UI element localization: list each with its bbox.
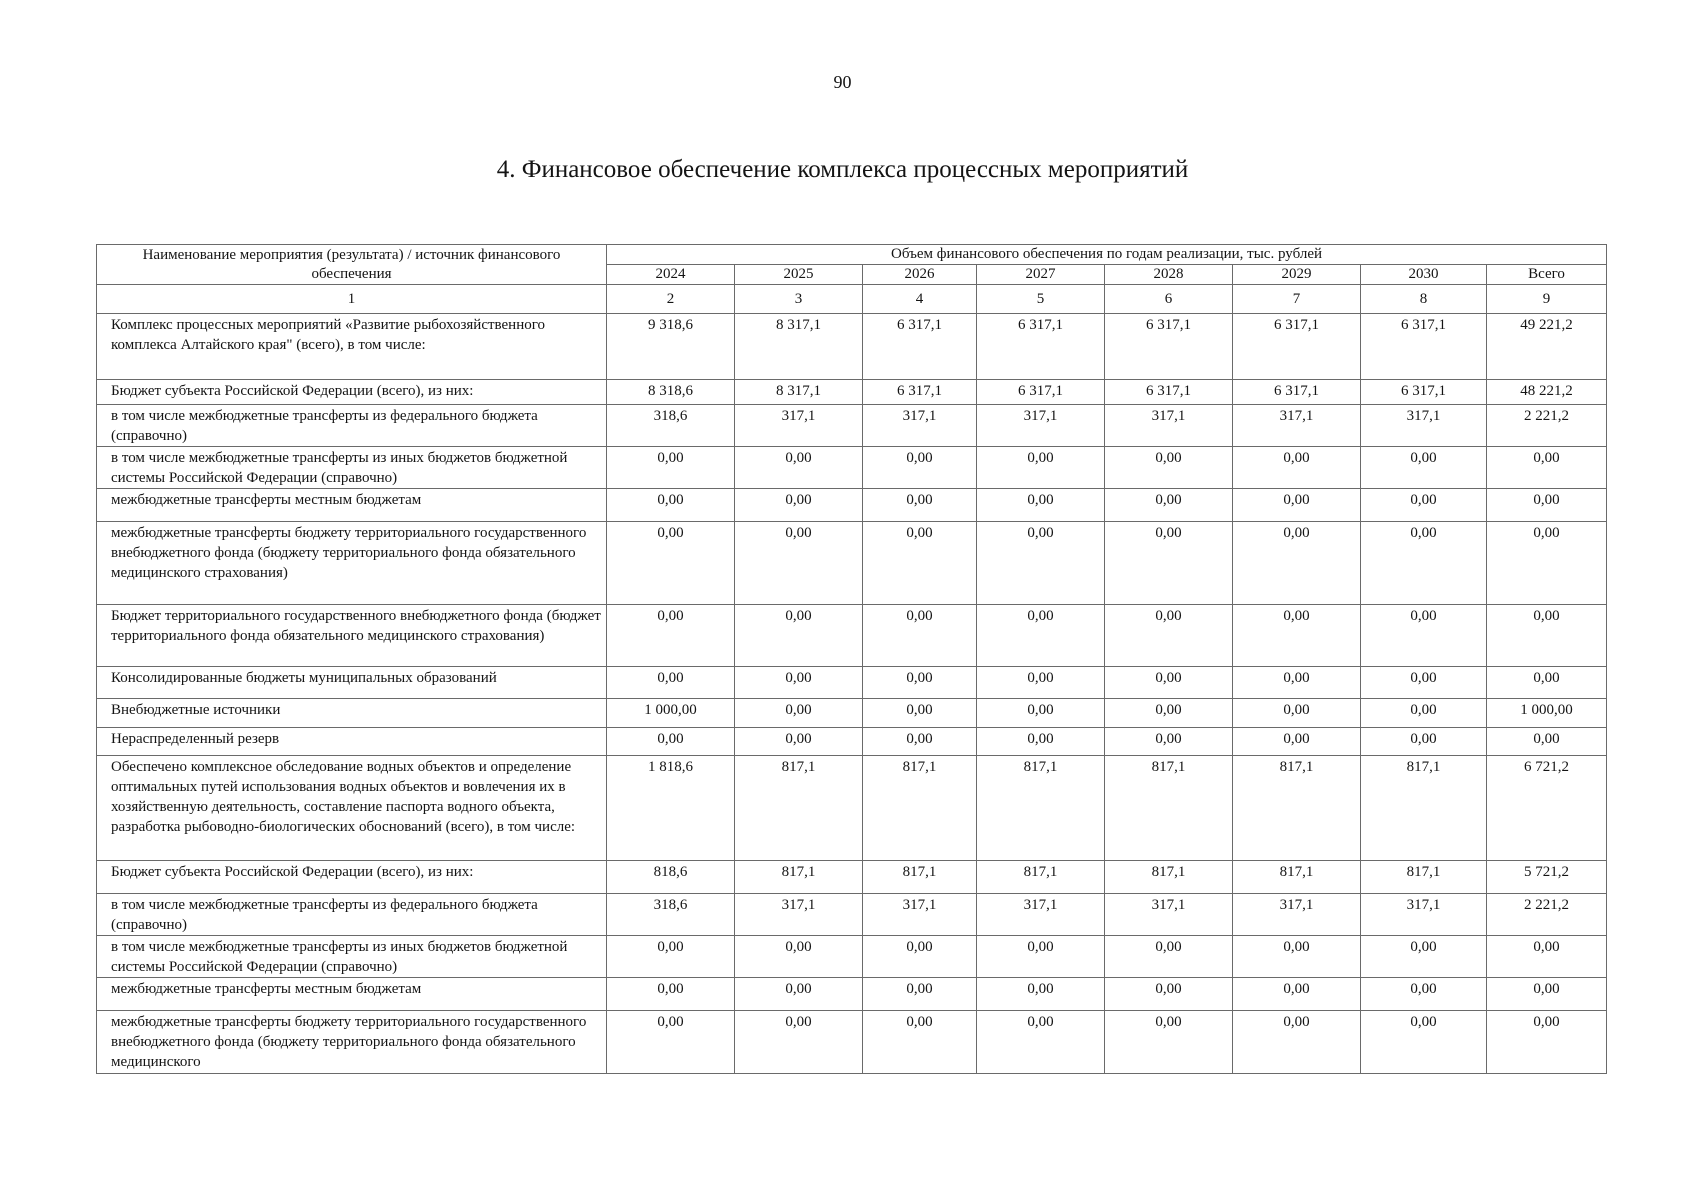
row-value: 9 318,6 (607, 314, 735, 380)
row-value: 318,6 (607, 405, 735, 447)
row-value: 317,1 (977, 405, 1105, 447)
row-name: Бюджет субъекта Российской Федерации (всего), из них: (97, 861, 607, 894)
row-value: 817,1 (1105, 756, 1233, 861)
row-value: 817,1 (977, 861, 1105, 894)
row-value: 6 317,1 (1233, 380, 1361, 405)
row-value: 317,1 (863, 894, 977, 936)
row-value: 0,00 (1487, 728, 1607, 756)
row-value: 0,00 (1233, 1011, 1361, 1074)
row-value: 0,00 (607, 667, 735, 699)
table-row (97, 978, 1607, 1011)
row-value: 0,00 (607, 1011, 735, 1074)
row-value: 6 317,1 (863, 314, 977, 380)
row-value: 0,00 (1361, 667, 1487, 699)
total-header: Всего (1487, 265, 1607, 285)
row-value: 2 221,2 (1487, 405, 1607, 447)
row-value: 0,00 (735, 728, 863, 756)
table-row (97, 894, 1607, 936)
table-row (97, 667, 1607, 699)
year-header-2024: 2024 (607, 265, 735, 285)
row-value: 317,1 (1361, 405, 1487, 447)
table-row (97, 314, 1607, 380)
row-value: 0,00 (977, 489, 1105, 522)
table-row (97, 861, 1607, 894)
row-name: Бюджет субъекта Российской Федерации (всего), из них: (97, 380, 607, 405)
row-value: 0,00 (1361, 489, 1487, 522)
row-value: 0,00 (863, 605, 977, 667)
row-value: 0,00 (1233, 605, 1361, 667)
row-value: 6 317,1 (1233, 314, 1361, 380)
row-value: 0,00 (1361, 605, 1487, 667)
table-row (97, 522, 1607, 605)
table-row (97, 447, 1607, 489)
row-value: 0,00 (1105, 605, 1233, 667)
row-value: 0,00 (735, 667, 863, 699)
name-column-header: Наименование мероприятия (результата) / источник финансового обеспечения (97, 245, 607, 285)
row-value: 317,1 (1233, 405, 1361, 447)
row-value: 0,00 (1361, 522, 1487, 605)
row-value: 0,00 (1487, 522, 1607, 605)
row-name: Внебюджетные источники (97, 699, 607, 728)
row-value: 0,00 (977, 447, 1105, 489)
row-value: 318,6 (607, 894, 735, 936)
row-value: 317,1 (1105, 894, 1233, 936)
column-index: 1 (97, 285, 607, 314)
row-value: 0,00 (1361, 978, 1487, 1011)
row-value: 0,00 (1487, 447, 1607, 489)
row-value: 6 317,1 (863, 380, 977, 405)
row-value: 0,00 (1233, 728, 1361, 756)
row-name: Нераспределенный резерв (97, 728, 607, 756)
table-row (97, 489, 1607, 522)
row-value: 0,00 (1105, 936, 1233, 978)
row-value: 6 317,1 (1105, 314, 1233, 380)
row-value: 0,00 (1361, 936, 1487, 978)
row-value: 0,00 (863, 978, 977, 1011)
row-value: 818,6 (607, 861, 735, 894)
row-value: 0,00 (1233, 489, 1361, 522)
year-header-2030: 2030 (1361, 265, 1487, 285)
section-title: 4. Финансовое обеспечение комплекса процессных мероприятий (496, 156, 1189, 183)
row-value: 2 221,2 (1487, 894, 1607, 936)
table-header (97, 245, 1607, 314)
year-header-2027: 2027 (977, 265, 1105, 285)
row-value: 0,00 (1105, 522, 1233, 605)
row-value: 0,00 (607, 605, 735, 667)
row-value: 0,00 (1105, 489, 1233, 522)
row-value: 317,1 (1105, 405, 1233, 447)
row-value: 0,00 (977, 699, 1105, 728)
row-value: 8 317,1 (735, 314, 863, 380)
row-value: 0,00 (977, 667, 1105, 699)
financing-table (96, 244, 1607, 1074)
column-index: 3 (735, 285, 863, 314)
year-header-2025: 2025 (735, 265, 863, 285)
row-value: 817,1 (1105, 861, 1233, 894)
row-value: 49 221,2 (1487, 314, 1607, 380)
volume-column-header: Объем финансового обеспечения по годам реализации, тыс. рублей (607, 245, 1607, 265)
table-row (97, 728, 1607, 756)
row-value: 6 317,1 (1105, 380, 1233, 405)
column-index: 2 (607, 285, 735, 314)
row-value: 0,00 (607, 978, 735, 1011)
row-value: 0,00 (1105, 699, 1233, 728)
row-value: 0,00 (1233, 522, 1361, 605)
row-value: 0,00 (863, 522, 977, 605)
row-value: 0,00 (863, 936, 977, 978)
row-value: 0,00 (977, 936, 1105, 978)
page-number: 90 (833, 72, 852, 92)
table-row (97, 936, 1607, 978)
row-value: 0,00 (1487, 667, 1607, 699)
row-value: 0,00 (1487, 1011, 1607, 1074)
row-value: 817,1 (1233, 861, 1361, 894)
row-value: 0,00 (977, 1011, 1105, 1074)
year-header-2028: 2028 (1105, 265, 1233, 285)
row-name: в том числе межбюджетные трансферты из федерального бюджета (справочно) (97, 405, 607, 447)
row-value: 6 317,1 (977, 380, 1105, 405)
row-name: Консолидированные бюджеты муниципальных образований (97, 667, 607, 699)
row-name: межбюджетные трансферты бюджету территориального государственного внебюджетного фонда (бюджету территориального фонда обязательного медицинского (97, 1011, 607, 1074)
row-value: 0,00 (977, 605, 1105, 667)
row-value: 0,00 (735, 699, 863, 728)
row-value: 0,00 (1361, 1011, 1487, 1074)
row-value: 817,1 (735, 861, 863, 894)
table-row (97, 380, 1607, 405)
header-row-indices (97, 285, 1607, 314)
row-value: 0,00 (735, 1011, 863, 1074)
row-value: 817,1 (1233, 756, 1361, 861)
row-value: 8 317,1 (735, 380, 863, 405)
row-value: 317,1 (735, 894, 863, 936)
column-index: 5 (977, 285, 1105, 314)
row-value: 6 721,2 (1487, 756, 1607, 861)
row-value: 0,00 (1361, 699, 1487, 728)
row-value: 6 317,1 (1361, 380, 1487, 405)
row-value: 0,00 (1233, 936, 1361, 978)
row-value: 317,1 (1233, 894, 1361, 936)
row-name: межбюджетные трансферты бюджету территориального государственного внебюджетного фонда (бюджету территориального фонда обязательного медицинского страхования) (97, 522, 607, 605)
row-value: 817,1 (735, 756, 863, 861)
row-name: Обеспечено комплексное обследование водных объектов и определение оптимальных путей использования водных объектов и вовлечения их в хозяйственную деятельность, составление паспорта водного объекта, разработка рыбоводно-биологических обоснований (всего), в том числе: (97, 756, 607, 861)
header-row-top (97, 245, 1607, 265)
row-value: 317,1 (977, 894, 1105, 936)
row-value: 0,00 (735, 605, 863, 667)
row-value: 0,00 (977, 728, 1105, 756)
row-value: 0,00 (607, 522, 735, 605)
row-value: 0,00 (1361, 447, 1487, 489)
row-value: 0,00 (607, 447, 735, 489)
row-value: 0,00 (1233, 667, 1361, 699)
row-value: 0,00 (1233, 699, 1361, 728)
row-value: 817,1 (863, 861, 977, 894)
row-value: 0,00 (607, 936, 735, 978)
row-value: 0,00 (1105, 728, 1233, 756)
table-row (97, 605, 1607, 667)
table-body (97, 314, 1607, 1074)
row-value: 0,00 (735, 936, 863, 978)
row-name: в том числе межбюджетные трансферты из иных бюджетов бюджетной системы Российской Федерации (справочно) (97, 447, 607, 489)
row-value: 0,00 (863, 447, 977, 489)
row-value: 0,00 (735, 447, 863, 489)
row-value: 0,00 (863, 728, 977, 756)
row-value: 817,1 (1361, 756, 1487, 861)
table-row (97, 699, 1607, 728)
row-value: 1 818,6 (607, 756, 735, 861)
column-index: 9 (1487, 285, 1607, 314)
row-name: межбюджетные трансферты местным бюджетам (97, 489, 607, 522)
row-value: 48 221,2 (1487, 380, 1607, 405)
row-value: 0,00 (607, 728, 735, 756)
row-value: 6 317,1 (977, 314, 1105, 380)
row-value: 0,00 (863, 667, 977, 699)
row-value: 0,00 (1233, 978, 1361, 1011)
row-value: 0,00 (1105, 978, 1233, 1011)
row-value: 0,00 (1233, 447, 1361, 489)
year-header-2029: 2029 (1233, 265, 1361, 285)
row-value: 0,00 (1487, 978, 1607, 1011)
row-value: 0,00 (1105, 667, 1233, 699)
row-value: 0,00 (1487, 936, 1607, 978)
row-value: 0,00 (1361, 728, 1487, 756)
year-header-2026: 2026 (863, 265, 977, 285)
row-value: 0,00 (977, 522, 1105, 605)
row-name: межбюджетные трансферты местным бюджетам (97, 978, 607, 1011)
row-value: 0,00 (863, 699, 977, 728)
row-value: 5 721,2 (1487, 861, 1607, 894)
row-value: 0,00 (1105, 447, 1233, 489)
row-value: 1 000,00 (607, 699, 735, 728)
row-name: в том числе межбюджетные трансферты из федерального бюджета (справочно) (97, 894, 607, 936)
row-name: Комплекс процессных мероприятий «Развитие рыбохозяйственного комплекса Алтайского края" (всего), в том числе: (97, 314, 607, 380)
column-index: 4 (863, 285, 977, 314)
row-value: 817,1 (1361, 861, 1487, 894)
row-value: 0,00 (863, 489, 977, 522)
row-value: 8 318,6 (607, 380, 735, 405)
column-index: 8 (1361, 285, 1487, 314)
column-index: 7 (1233, 285, 1361, 314)
row-value: 1 000,00 (1487, 699, 1607, 728)
row-name: в том числе межбюджетные трансферты из иных бюджетов бюджетной системы Российской Федерации (справочно) (97, 936, 607, 978)
row-value: 0,00 (863, 1011, 977, 1074)
row-value: 317,1 (735, 405, 863, 447)
row-value: 0,00 (735, 978, 863, 1011)
table-row (97, 1011, 1607, 1074)
row-value: 6 317,1 (1361, 314, 1487, 380)
row-value: 0,00 (1487, 489, 1607, 522)
table-row (97, 756, 1607, 861)
row-value: 0,00 (1105, 1011, 1233, 1074)
row-value: 0,00 (977, 978, 1105, 1011)
row-value: 817,1 (977, 756, 1105, 861)
row-value: 0,00 (607, 489, 735, 522)
column-index: 6 (1105, 285, 1233, 314)
row-name: Бюджет территориального государственного внебюджетного фонда (бюджет территориального фонда обязательного медицинского страхования) (97, 605, 607, 667)
row-value: 317,1 (863, 405, 977, 447)
table-row (97, 405, 1607, 447)
row-value: 0,00 (1487, 605, 1607, 667)
row-value: 0,00 (735, 489, 863, 522)
row-value: 0,00 (735, 522, 863, 605)
row-value: 817,1 (863, 756, 977, 861)
row-value: 317,1 (1361, 894, 1487, 936)
